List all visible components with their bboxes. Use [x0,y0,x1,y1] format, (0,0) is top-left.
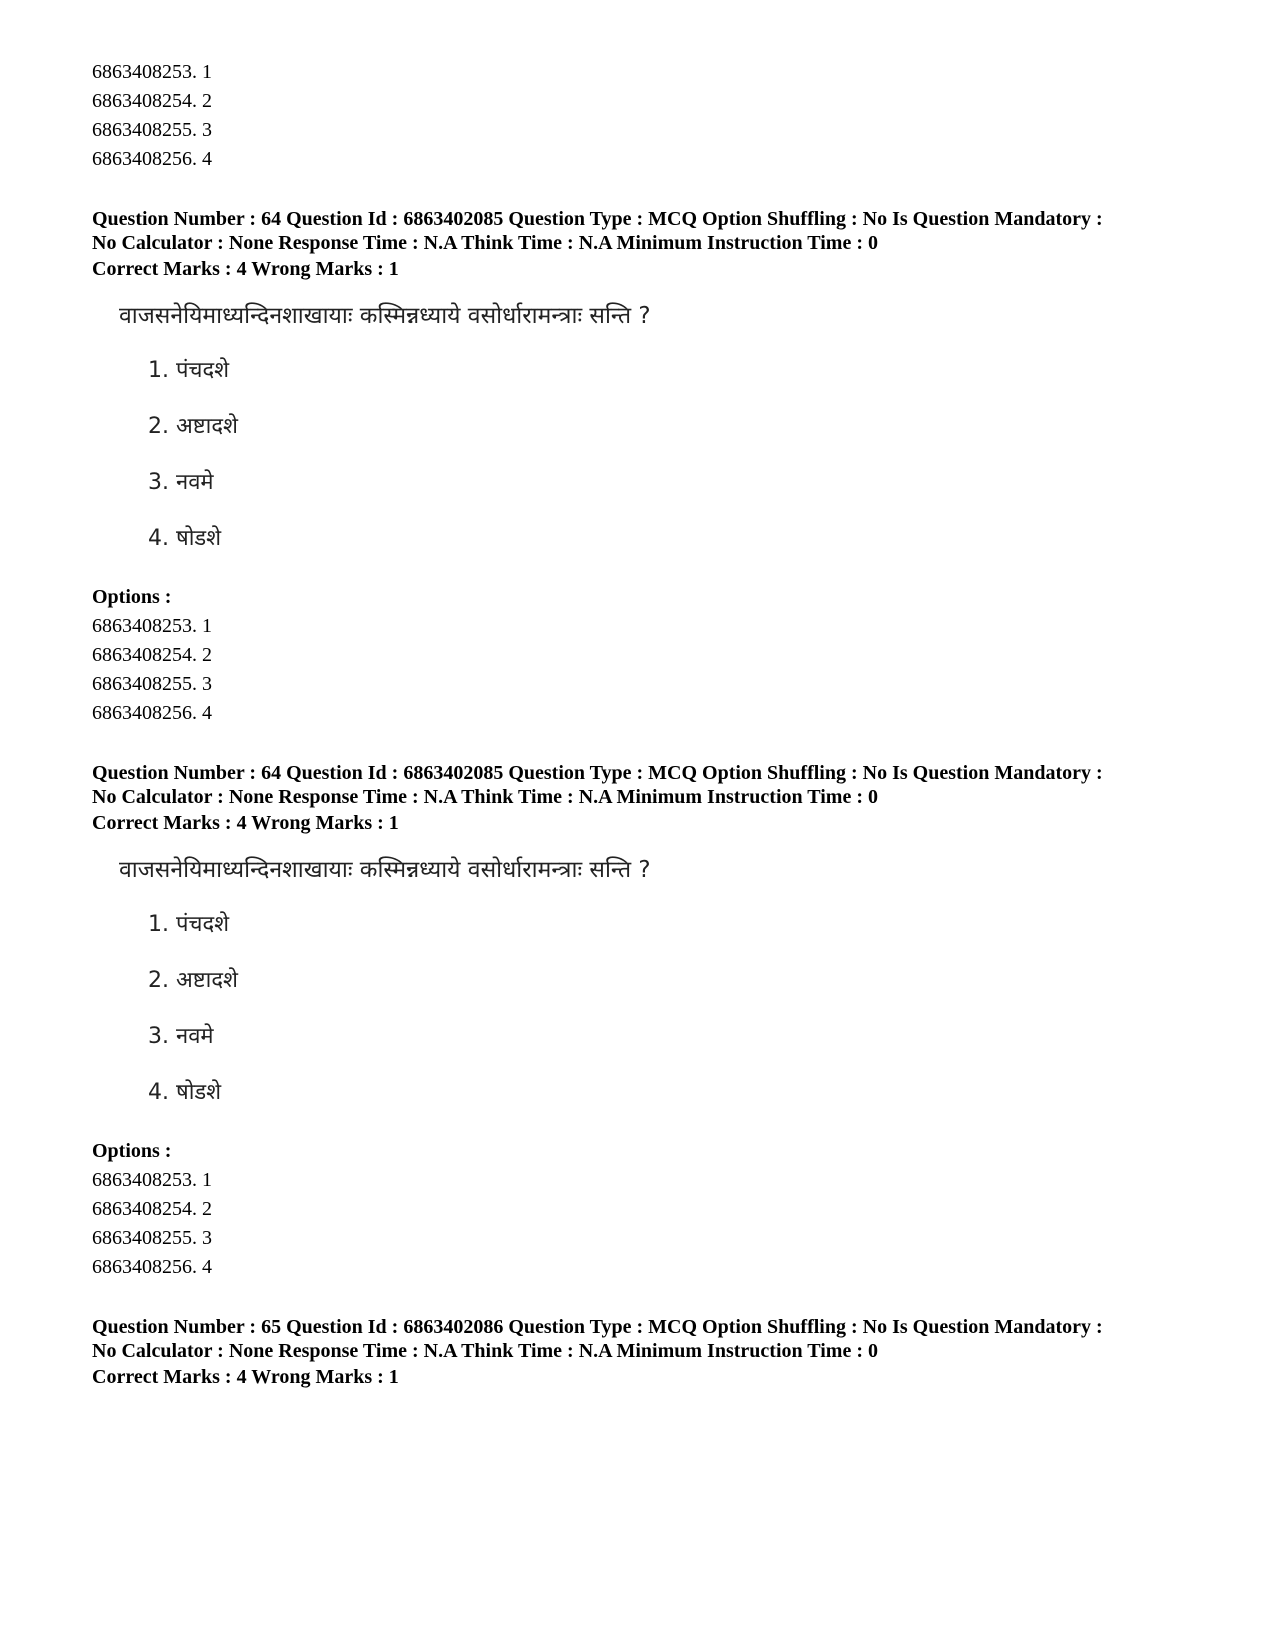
option-line: 6863408256. 4 [92,148,212,170]
document-page [92,58,1192,1392]
options-list [92,1166,1192,1282]
question-choice: 4. षोडशे [148,1080,222,1105]
top-options-list [92,58,1192,174]
question-choice: 3. नवमे [148,1024,214,1049]
question-text: वाजसनेयिमाध्यन्दिनशाखायाः कस्मिन्नध्याये वसोर्धारामन्त्राः सन्ति ? [119,857,651,883]
question-meta-line-2: No Calculator : None Response Time : N.A Think Time : N.A Minimum Instruction Time : 0 [92,786,878,808]
question-choice: 1. पंचदशे [148,912,230,937]
question-choice: 2. अष्टादशे [148,968,238,993]
question-meta-line-1: Question Number : 65 Question Id : 6863402086 Question Type : MCQ Option Shuffling : No Is Question Mandatory : [92,1316,1103,1338]
option-line: 6863408255. 3 [92,119,212,141]
question-content [92,855,1192,1133]
question-marks: Correct Marks : 4 Wrong Marks : 1 [92,1366,399,1388]
option-line: 6863408254. 2 [92,90,212,112]
question-meta-line-1: Question Number : 64 Question Id : 6863402085 Question Type : MCQ Option Shuffling : No Is Question Mandatory : [92,762,1103,784]
question-choice: 2. अष्टादशे [148,414,238,439]
question-meta-line-1: Question Number : 64 Question Id : 6863402085 Question Type : MCQ Option Shuffling : No Is Question Mandatory : [92,208,1103,230]
option-line: 6863408254. 2 [92,644,212,666]
question-choice: 1. पंचदशे [148,358,230,383]
question-meta-line-2: No Calculator : None Response Time : N.A Think Time : N.A Minimum Instruction Time : 0 [92,1340,878,1362]
question-block [92,761,1192,1282]
question-marks: Correct Marks : 4 Wrong Marks : 1 [92,258,399,280]
option-line: 6863408254. 2 [92,1198,212,1220]
question-block [92,1315,1192,1392]
question-meta-line-2: No Calculator : None Response Time : N.A Think Time : N.A Minimum Instruction Time : 0 [92,232,878,254]
option-line: 6863408253. 1 [92,1169,212,1191]
option-line: 6863408253. 1 [92,615,212,637]
option-line: 6863408256. 4 [92,702,212,724]
option-line: 6863408253. 1 [92,61,212,83]
options-label: Options : [92,586,172,608]
option-line: 6863408255. 3 [92,673,212,695]
question-content [92,301,1192,579]
question-text: वाजसनेयिमाध्यन्दिनशाखायाः कस्मिन्नध्याये वसोर्धारामन्त्राः सन्ति ? [119,303,651,329]
options-list [92,612,1192,728]
question-choice: 3. नवमे [148,470,214,495]
question-marks: Correct Marks : 4 Wrong Marks : 1 [92,812,399,834]
option-line: 6863408255. 3 [92,1227,212,1249]
option-line: 6863408256. 4 [92,1256,212,1278]
question-block [92,207,1192,728]
question-choice: 4. षोडशे [148,526,222,551]
options-label: Options : [92,1140,172,1162]
